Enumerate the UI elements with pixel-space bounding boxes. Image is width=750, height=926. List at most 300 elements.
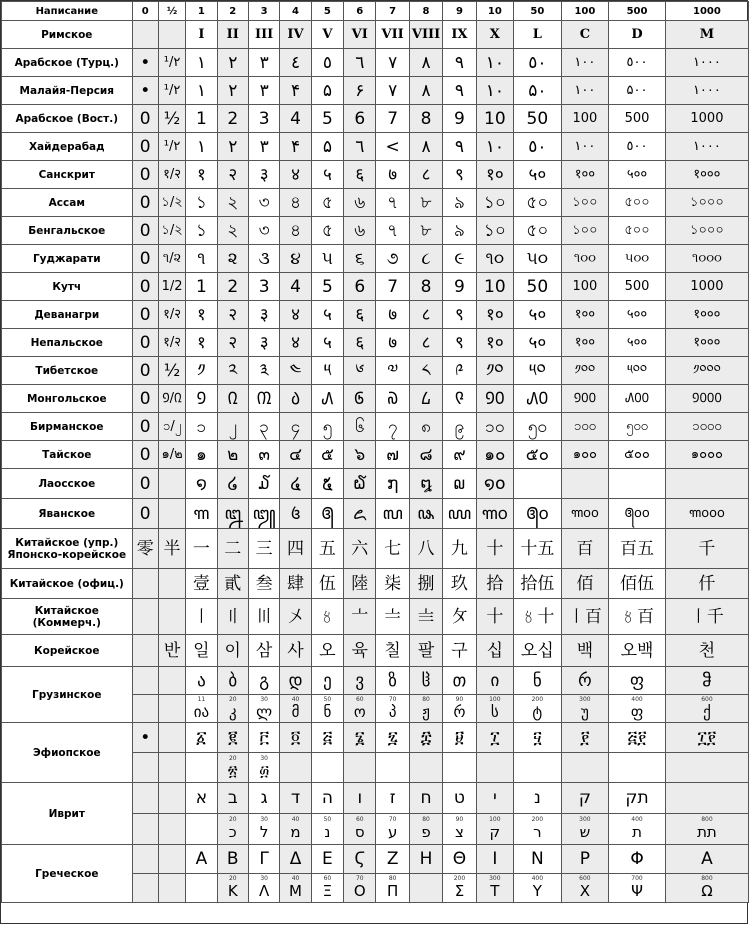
- script-row: [2, 189, 749, 217]
- numeral-glyph: ר: [533, 823, 542, 841]
- numeral-cell: [514, 469, 562, 499]
- script-row: [2, 329, 749, 357]
- numeral-cell: 拾: [476, 569, 513, 599]
- numeral-cell: ૧૦: [476, 245, 513, 273]
- numeral-cell-extended: [514, 814, 562, 845]
- numeral-glyph: უ: [580, 702, 589, 721]
- numeral-cell: 100: [561, 105, 609, 133]
- numeral-cell: 십: [476, 635, 513, 667]
- header-number: 8: [409, 2, 442, 21]
- numeral-cell-extended: [186, 874, 217, 903]
- numeral-cell: ২: [217, 217, 248, 245]
- numeral-cell: ৯: [443, 189, 476, 217]
- numeral-cell: ૩: [248, 245, 279, 273]
- script-row: [2, 499, 749, 529]
- numeral-cell: ٦: [344, 49, 376, 77]
- numeral-cell: ৫০০: [609, 189, 666, 217]
- numeral-glyph: ჟ: [422, 702, 430, 721]
- numeral-cell: 칠: [376, 635, 409, 667]
- numeral-cell: ١: [186, 77, 217, 105]
- numeral-cell: •: [132, 49, 158, 77]
- numeral-glyph: პ: [388, 702, 397, 721]
- numeral-cell-extended: [158, 695, 185, 723]
- numeral-cell: [132, 783, 158, 814]
- script-row: [2, 21, 749, 49]
- numeral-cell: ၅၀၀: [609, 413, 666, 441]
- numeral-cell: 0: [132, 357, 158, 385]
- script-name: Грузинское: [2, 667, 133, 723]
- numeral-cell-extended: [443, 695, 476, 723]
- numeral-glyph: Μ: [289, 882, 302, 900]
- numeral-cell: ८: [409, 329, 442, 357]
- numeral-cell: 1/2: [158, 273, 185, 301]
- numeral-cell: ፯: [376, 723, 409, 753]
- numeral-cell: ፭፻: [609, 723, 666, 753]
- numeral-cell: ნ: [514, 667, 562, 695]
- numeral-cell: [158, 569, 185, 599]
- numeral-cell: ७: [376, 329, 409, 357]
- numeral-cell: ٥٠٠: [609, 133, 666, 161]
- numeral-cell: 육: [344, 635, 376, 667]
- numeral-value-note: 200: [531, 816, 544, 823]
- numeral-cell-extended: [514, 874, 562, 903]
- numeral-cell: ი: [476, 667, 513, 695]
- numeral-cell: ½: [158, 105, 185, 133]
- numeral-cell: 十: [476, 529, 513, 569]
- numeral-glyph: ს: [490, 702, 499, 721]
- numeral-cell: ६: [344, 329, 376, 357]
- numeral-value-note: 30: [260, 754, 268, 762]
- script-row: [2, 635, 749, 667]
- numeral-cell: ꧕꧐: [514, 499, 562, 529]
- numeral-value-note: 30: [260, 695, 268, 703]
- numeral-cell: ५०: [514, 161, 562, 189]
- script-name: Эфиопское: [2, 723, 133, 783]
- script-row: [2, 77, 749, 105]
- header-number: 9: [443, 2, 476, 21]
- numeral-cell: 仟: [665, 569, 748, 599]
- numeral-cell-extended: [248, 695, 279, 723]
- script-name: Китайское (Коммерч.): [2, 599, 133, 635]
- numeral-cell: ༥༠: [514, 357, 562, 385]
- numeral-cell: ५००: [609, 161, 666, 189]
- numeral-glyph: რ: [453, 702, 466, 721]
- numeral-cell: ๑๐: [476, 441, 513, 469]
- numeral-cell: ᠓: [248, 385, 279, 413]
- numeral-cell: ८: [409, 161, 442, 189]
- header-number: 100: [561, 2, 609, 21]
- numeral-cell: ๕: [311, 441, 343, 469]
- numeral-cell-extended: [409, 874, 442, 903]
- numeral-cell: 4: [280, 105, 311, 133]
- numeral-cell: [132, 845, 158, 874]
- numeral-cell: ১/২: [158, 189, 185, 217]
- numeral-cell: 佰伍: [609, 569, 666, 599]
- header-number: 6: [344, 2, 376, 21]
- numeral-cell: ३: [248, 161, 279, 189]
- numeral-cell: 2: [217, 273, 248, 301]
- numeral-cell-extended: [132, 814, 158, 845]
- numeral-cell: ໓: [248, 469, 279, 499]
- numeral-value-note: 80: [422, 695, 430, 703]
- numeral-value-note: 90: [455, 816, 464, 823]
- numeral-cell-extended: [443, 753, 476, 783]
- numeral-cell: VIII: [409, 21, 442, 49]
- numeral-cell: 오: [311, 635, 343, 667]
- numeral-cell: ૮: [409, 245, 442, 273]
- numeral-cell: ๒: [217, 441, 248, 469]
- numeral-cell: २: [217, 161, 248, 189]
- numeral-cell-extended: [409, 753, 442, 783]
- numeral-cell: ༡: [186, 357, 217, 385]
- numeral-value-note: 70: [388, 816, 397, 823]
- numeral-cell: १/२: [158, 329, 185, 357]
- numeral-value-note: 100: [489, 695, 501, 703]
- numeral-cell-extended: [443, 814, 476, 845]
- numeral-cell: 五: [311, 529, 343, 569]
- numeral-cell: 〥十: [514, 599, 562, 635]
- numeral-cell-extended: [443, 874, 476, 903]
- numeral-cell: ४: [280, 301, 311, 329]
- script-row: [2, 301, 749, 329]
- script-row: [2, 105, 749, 133]
- numeral-value-note: 60: [355, 695, 364, 703]
- numeral-cell: ५०: [514, 329, 562, 357]
- numeral-cell: 〥: [311, 599, 343, 635]
- numeral-cell: ᠕᠐᠐: [609, 385, 666, 413]
- numeral-glyph: ია: [193, 702, 210, 721]
- numeral-cell: ໑: [186, 469, 217, 499]
- numeral-cell: ༥༠༠: [609, 357, 666, 385]
- script-row: [2, 569, 749, 599]
- numeral-value-note: 20: [228, 816, 237, 823]
- numeral-cell: ۵٠٠: [609, 77, 666, 105]
- numeral-cell: 반: [158, 635, 185, 667]
- numeral-cell: ७: [376, 161, 409, 189]
- numeral-cell: ١: [186, 49, 217, 77]
- numeral-cell-extended: [311, 753, 343, 783]
- numeral-cell: ९: [443, 161, 476, 189]
- numeral-cell: ໘: [409, 469, 442, 499]
- numeral-cell-extended: [132, 695, 158, 723]
- numeral-cell: [132, 599, 158, 635]
- numeral-cell: ၈: [409, 413, 442, 441]
- numeral-cell: ٣: [248, 77, 279, 105]
- numeral-cell: Ϛ: [344, 845, 376, 874]
- numeral-value-note: 60: [355, 816, 364, 823]
- numeral-cell: 一: [186, 529, 217, 569]
- numeral-cell: ٨: [409, 49, 442, 77]
- numeral-cell-extended: [376, 695, 409, 723]
- numeral-cell-extended: [248, 874, 279, 903]
- script-name: Яванское: [2, 499, 133, 529]
- numeral-cell: ၂: [217, 413, 248, 441]
- numeral-cell: [158, 723, 185, 753]
- numeral-cell: ༡༠: [476, 357, 513, 385]
- numeral-cell: 0: [132, 499, 158, 529]
- numeral-glyph: ס: [354, 823, 365, 841]
- numeral-cell: ט: [443, 783, 476, 814]
- numeral-cell-extended: [280, 695, 311, 723]
- numeral-cell: ๘: [409, 441, 442, 469]
- numeral-cell: ᠑/᠒: [158, 385, 185, 413]
- numeral-glyph: ლ: [256, 702, 273, 721]
- numeral-cell: ໙: [443, 469, 476, 499]
- numeral-cell: ৫০: [514, 217, 562, 245]
- numeral-cell: ¹/٢: [158, 133, 185, 161]
- numeral-cell: 10: [476, 273, 513, 301]
- numeral-cell-extended: [217, 814, 248, 845]
- numeral-cell: १००: [561, 301, 609, 329]
- numeral-cell: 〩: [443, 599, 476, 635]
- numeral-cell: ১/২: [158, 217, 185, 245]
- numeral-cell: ໑໐: [476, 469, 513, 499]
- numeral-cell: ჵ: [665, 667, 748, 695]
- numeral-cell: ᠑᠐᠐: [561, 385, 609, 413]
- numeral-cell-extended: [476, 814, 513, 845]
- numeral-cell: ¹/٢: [158, 77, 185, 105]
- numeral-value-note: 50: [323, 695, 332, 703]
- numeral-cell: ჱ: [409, 667, 442, 695]
- numeral-cell: १: [186, 161, 217, 189]
- numeral-cell: נ: [514, 783, 562, 814]
- numeral-cell: ५: [311, 161, 343, 189]
- numeral-glyph: תת: [697, 823, 717, 841]
- numeral-cell-extended: [514, 753, 562, 783]
- numeral-cell: ৩: [248, 217, 279, 245]
- numeral-cell: 0: [132, 105, 158, 133]
- numeral-cell: Φ: [609, 845, 666, 874]
- numeral-glyph: Λ: [259, 882, 270, 900]
- header-number: 2: [217, 2, 248, 21]
- numeral-cell: 0: [132, 385, 158, 413]
- script-row: [2, 783, 749, 814]
- numeral-cell: ბ: [217, 667, 248, 695]
- numeral-cell: ๕๐๐: [609, 441, 666, 469]
- numeral-cell: תק: [609, 783, 666, 814]
- numeral-glyph: נ: [324, 823, 331, 841]
- numeral-cell: 오십: [514, 635, 562, 667]
- numeral-cell: ᠙: [443, 385, 476, 413]
- numeral-cell-extended: [248, 753, 279, 783]
- numeral-cell: ༡༠༠༠: [665, 357, 748, 385]
- numeral-glyph: ფ: [630, 702, 644, 721]
- numeral-cell: ٧: [376, 49, 409, 77]
- numeral-cell: ፱: [443, 723, 476, 753]
- numeral-cell: ᠑᠐᠐᠐: [665, 385, 748, 413]
- numeral-cell: 3: [248, 273, 279, 301]
- numeral-cell-extended: [609, 753, 666, 783]
- header-number: 1: [186, 2, 217, 21]
- numeral-cell: ৬: [344, 217, 376, 245]
- numeral-cell-extended: [311, 695, 343, 723]
- numeral-cell: 半: [158, 529, 185, 569]
- numeral-glyph: ל: [259, 823, 269, 841]
- numeral-value-note: 50: [323, 816, 332, 823]
- numeral-cell: ၁: [186, 413, 217, 441]
- numeral-cell: ১০: [476, 189, 513, 217]
- script-name: Римское: [2, 21, 133, 49]
- numeral-cell: ๙: [443, 441, 476, 469]
- numeral-cell-extended: [476, 695, 513, 723]
- numeral-cell-extended: [311, 814, 343, 845]
- numeral-cell: 柒: [376, 569, 409, 599]
- numeral-cell: ๖: [344, 441, 376, 469]
- numeral-cell: १/२: [158, 161, 185, 189]
- script-name: Санскрит: [2, 161, 133, 189]
- numeral-cell: 0: [132, 469, 158, 499]
- script-name: Бенгальское: [2, 217, 133, 245]
- numeral-cell: III: [248, 21, 279, 49]
- numeral-cell: 捌: [409, 569, 442, 599]
- numeral-cell: ༡༠༠: [561, 357, 609, 385]
- numeral-cell: ꧑꧐: [476, 499, 513, 529]
- numeral-cell: ४: [280, 161, 311, 189]
- numeral-cell: ٣: [248, 49, 279, 77]
- numeral-cell: 叁: [248, 569, 279, 599]
- numeral-cell: ১০০০: [665, 217, 748, 245]
- numeral-cell-extended: [344, 695, 376, 723]
- numeral-cell: II: [217, 21, 248, 49]
- numeral-cell: VII: [376, 21, 409, 49]
- script-row: [2, 845, 749, 874]
- numeral-cell: ٩: [443, 133, 476, 161]
- numeral-cell: 貳: [217, 569, 248, 599]
- numeral-cell: ๔: [280, 441, 311, 469]
- numeral-cell: L: [514, 21, 562, 49]
- numeral-value-note: 80: [388, 875, 397, 882]
- numeral-cell: ९: [443, 329, 476, 357]
- numeral-glyph: ק: [489, 823, 501, 841]
- numeral-cell: 〥百: [609, 599, 666, 635]
- numeral-cell: ٥٠: [514, 49, 562, 77]
- numeral-cell: 팔: [409, 635, 442, 667]
- numeral-cell-extended: [476, 874, 513, 903]
- numeral-value-note: 11: [197, 695, 206, 703]
- numeral-cell: ᠔: [280, 385, 311, 413]
- numeral-value-note: 40: [291, 695, 300, 703]
- script-name: Арабское (Вост.): [2, 105, 133, 133]
- numeral-cell: ז: [376, 783, 409, 814]
- numeral-cell: 〦: [344, 599, 376, 635]
- numeral-value-note: 300: [579, 816, 591, 823]
- numeral-cell: ၁၀: [476, 413, 513, 441]
- script-name: Китайское (упр.) Японско-корейское: [2, 529, 133, 569]
- numeral-cell: ၅: [311, 413, 343, 441]
- numeral-cell-extended: [376, 753, 409, 783]
- script-row: [2, 599, 749, 635]
- numeral-cell: ა: [186, 667, 217, 695]
- numeral-cell: 사: [280, 635, 311, 667]
- numeral-cell: 0: [132, 161, 158, 189]
- numeral-value-note: 40: [291, 875, 300, 882]
- numeral-value-note: 600: [579, 875, 591, 882]
- numeral-cell: ፻: [561, 723, 609, 753]
- numeral-cell: ၁/၂: [158, 413, 185, 441]
- numeral-glyph: Υ: [532, 882, 542, 900]
- numeral-cell: [158, 499, 185, 529]
- numeral-cell: Ζ: [376, 845, 409, 874]
- script-name: Малайя-Персия: [2, 77, 133, 105]
- numeral-cell: ב: [217, 783, 248, 814]
- numeral-cell: ৭: [376, 189, 409, 217]
- numeral-cell-extended: [344, 814, 376, 845]
- numeral-cell: ½: [158, 357, 185, 385]
- numeral-cell: ꧒: [217, 499, 248, 529]
- numeral-cell: Α: [665, 845, 748, 874]
- numeral-cell-extended: [609, 695, 666, 723]
- numeral-cell: 0: [132, 441, 158, 469]
- numeral-cell: ১০০: [561, 189, 609, 217]
- numeral-value-note: 60: [323, 875, 332, 882]
- numeral-cell: ꧗: [376, 499, 409, 529]
- header-number: 4: [280, 2, 311, 21]
- numeral-cell: IV: [280, 21, 311, 49]
- numeral-cell: Α: [186, 845, 217, 874]
- numeral-cell: १००: [561, 329, 609, 357]
- script-row: [2, 357, 749, 385]
- numeral-cell: ꧓: [248, 499, 279, 529]
- numeral-cell: ६: [344, 301, 376, 329]
- numeral-cell: ٢: [217, 133, 248, 161]
- numeral-cell: ১০০: [561, 217, 609, 245]
- numeral-cell: ૧૦૦: [561, 245, 609, 273]
- numeral-cell: ᠘: [409, 385, 442, 413]
- numeral-cell: 六: [344, 529, 376, 569]
- numeral-cell-extended: [609, 814, 666, 845]
- numeral-cell-extended: [561, 814, 609, 845]
- header-row: [2, 2, 749, 21]
- numeral-cell: ၇: [376, 413, 409, 441]
- numeral-cell: ፲: [476, 723, 513, 753]
- numeral-cell: 三: [248, 529, 279, 569]
- script-name: Тайское: [2, 441, 133, 469]
- numeral-cell: 9: [443, 105, 476, 133]
- numeral-cell: 九: [443, 529, 476, 569]
- numeral-cell: [665, 469, 748, 499]
- numeral-cell: ח: [409, 783, 442, 814]
- numeral-cell: ፪: [217, 723, 248, 753]
- numeral-cell: ۵٠: [514, 77, 562, 105]
- numeral-cell: ৮: [409, 189, 442, 217]
- numeral-cell: ד: [280, 783, 311, 814]
- numeral-cell: ૫૦: [514, 245, 562, 273]
- numeral-cell: ᠕: [311, 385, 343, 413]
- numeral-cell: ꧑꧐꧐꧐: [665, 499, 748, 529]
- script-row: [2, 469, 749, 499]
- numeral-glyph: Κ: [227, 882, 238, 900]
- numeral-cell: ৩: [248, 189, 279, 217]
- numeral-value-note: 200: [531, 695, 544, 703]
- numeral-cell: ٩: [443, 77, 476, 105]
- numeral-cell: Ε: [311, 845, 343, 874]
- numeral-cell: 佰: [561, 569, 609, 599]
- numeral-cell: 6: [344, 105, 376, 133]
- numeral-cell: ٢: [217, 77, 248, 105]
- numeral-cell: ۴: [280, 133, 311, 161]
- numeral-cell: ٥: [311, 49, 343, 77]
- numeral-value-note: 100: [489, 816, 501, 823]
- numeral-cell: 1000: [665, 273, 748, 301]
- numeral-cell: ৫০: [514, 189, 562, 217]
- numeral-cell: 壹: [186, 569, 217, 599]
- numeral-cell: ٨: [409, 77, 442, 105]
- numeral-cell: ५००: [609, 329, 666, 357]
- numeral-cell: ૧: [186, 245, 217, 273]
- header-number: 7: [376, 2, 409, 21]
- header-number: 50: [514, 2, 562, 21]
- numeral-cell: ٦: [344, 133, 376, 161]
